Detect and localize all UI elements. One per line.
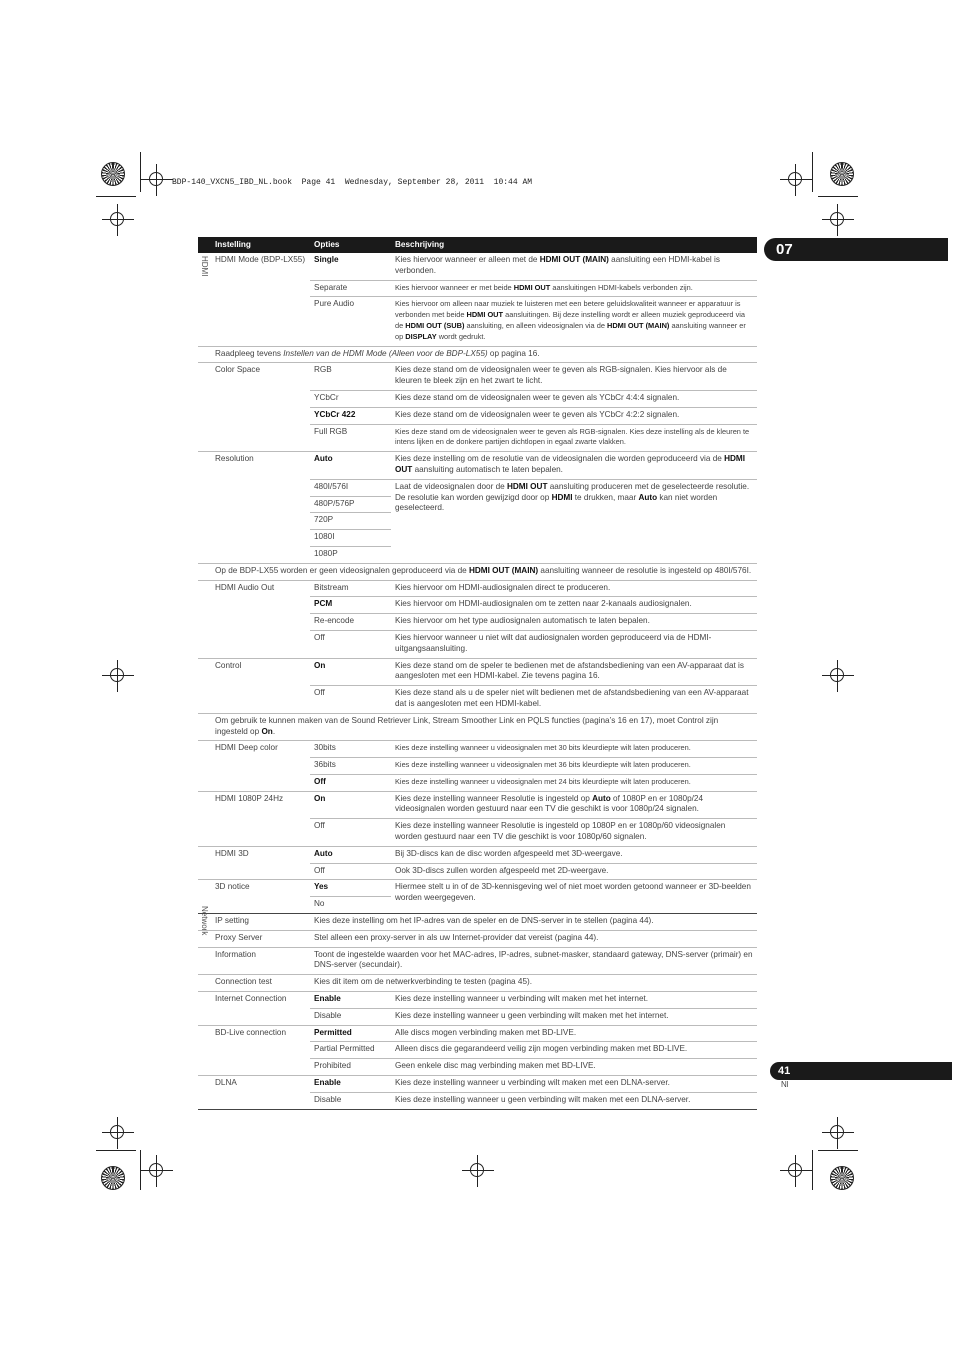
color-rosette-mark — [101, 162, 125, 186]
table-row — [198, 363, 757, 391]
option: YCbCr 422 — [310, 407, 391, 424]
table-header — [198, 237, 757, 253]
table-row — [198, 280, 757, 297]
setting-label: BD-Live connection — [198, 1025, 310, 1042]
registration-mark — [110, 212, 124, 226]
table-row — [198, 630, 757, 658]
table-row — [198, 846, 757, 863]
registration-mark — [470, 1163, 484, 1177]
color-rosette-mark — [830, 162, 854, 186]
description: Kies hiervoor om HDMI-audiosignalen direct te produceren. — [391, 580, 757, 597]
description: Kies deze stand als u de speler niet wilt bedienen met de afstandsbediening van een AV-apparaat dat is aangesloten met een HDMI-kabel. — [391, 686, 757, 714]
registration-mark — [149, 172, 163, 186]
crop-line — [812, 1150, 813, 1190]
option: 480I/576I — [310, 479, 391, 496]
setting-label: HDMI Deep color — [198, 741, 310, 758]
setting-label: HDMI 1080P 24Hz — [198, 791, 310, 819]
description: Kies deze instelling om het IP-adres van de speler en de DNS-server in te stellen (pagina 44). — [310, 914, 757, 931]
description: Kies hiervoor om alleen naar muziek te luisteren met een betere geluidskwaliteit wanneer er apparatuur is verbonden met beide HDMI OUT aansluitingen. Bij deze instelling wordt er alleen muziek geproduceerd via de HDMI OUT (SUB) aansluiting, en alleen videosignalen via de HDMI OUT (MAIN) aansluiting wanneer er op DISPLAY wordt gedrukt. — [391, 297, 757, 346]
section-label-hdmi: HDMI — [200, 256, 209, 277]
registration-mark — [830, 1125, 844, 1139]
registration-mark — [830, 212, 844, 226]
option: 1080P — [310, 546, 391, 563]
header-description: Beschrijving — [391, 237, 757, 253]
table-note — [198, 346, 757, 363]
chapter-tab: 07 — [764, 238, 948, 261]
crop-line — [96, 1150, 136, 1151]
setting-label: DLNA — [198, 1076, 310, 1093]
option: Prohibited — [310, 1059, 391, 1076]
table-row — [198, 992, 757, 1009]
table-row — [198, 614, 757, 631]
description: Kies dit item om de netwerkverbinding te testen (pagina 45). — [310, 975, 757, 992]
crop-line — [812, 152, 813, 192]
settings-table — [198, 237, 757, 1110]
page-number: 41 — [770, 1062, 952, 1080]
print-header: BDP-140_VXCN5_IBD_NL.book Page 41 Wednesday, September 28, 2011 10:44 AM — [172, 178, 533, 187]
table-row — [198, 741, 757, 758]
setting-label: Information — [198, 947, 310, 975]
table-row — [198, 758, 757, 775]
table-row — [198, 390, 757, 407]
option: Auto — [310, 846, 391, 863]
table-row — [198, 424, 757, 452]
description: Alleen discs die gegarandeerd veilig zijn mogen verbinding maken met BD-LIVE. — [391, 1042, 757, 1059]
table-bottom-rule — [198, 1109, 757, 1110]
description: Kies deze instelling wanneer u geen verbinding wilt maken met het internet. — [391, 1008, 757, 1025]
table-row — [198, 1025, 757, 1042]
registration-mark — [149, 1163, 163, 1177]
description: Kies deze stand om de speler te bedienen met de afstandsbediening van een AV-apparaat dat is aangesloten met een HDMI-kabel. Zie tevens pagina 16. — [391, 658, 757, 686]
header-options: Opties — [310, 237, 391, 253]
setting-label: Resolution — [198, 452, 310, 480]
description: Kies hiervoor wanneer er alleen met de HDMI OUT (MAIN) aansluiting een HDMI-kabel is verbonden. — [395, 255, 720, 275]
description: Stel alleen een proxy-server in als uw Internet-provider dat vereist (pagina 44). — [310, 930, 757, 947]
description: Kies deze instelling wanneer u verbinding wilt maken met het internet. — [391, 992, 757, 1009]
setting-label: HDMI Audio Out — [198, 580, 310, 597]
option: 30bits — [310, 741, 391, 758]
description: Kies hiervoor wanneer u niet wilt dat audiosignalen worden geproduceerd via de HDMI-uitgangsaansluiting. — [391, 630, 757, 658]
table-row — [198, 863, 757, 880]
option: Auto — [310, 452, 391, 480]
option: Off — [310, 774, 391, 791]
description: Geen enkele disc mag verbinding maken met BD-LIVE. — [391, 1059, 757, 1076]
description: Kies deze stand om de videosignalen weer te geven als RGB-signalen. Kies hiervoor als de kleuren te bleek zijn en het zwart te licht. — [391, 363, 757, 391]
description: Kies deze stand om de videosignalen weer te geven als RGB-signalen. Kies deze instelling als de kleuren te intens lijken en de donkere partijen dichtlopen in egaal zwarte vlakken. — [391, 424, 757, 452]
note: Raadpleeg tevens Instellen van de HDMI Mode (Alleen voor de BDP-LX55) op pagina 16. — [198, 346, 757, 363]
registration-mark — [788, 1163, 802, 1177]
table-row — [198, 1008, 757, 1025]
option: PCM — [310, 597, 391, 614]
option: Partial Permitted — [310, 1042, 391, 1059]
description: Kies deze stand om de videosignalen weer te geven als YCbCr 4:2:2 signalen. — [391, 407, 757, 424]
option: Single — [314, 255, 339, 264]
table-row — [198, 1092, 757, 1109]
option: Full RGB — [310, 424, 391, 452]
table-row — [198, 452, 757, 480]
setting-label: HDMI Mode (BDP-LX55) — [215, 255, 306, 264]
table-note — [198, 563, 757, 580]
description: Kies deze instelling wanneer u videosignalen met 24 bits kleurdiepte wilt laten produceren. — [391, 774, 757, 791]
option: 480P/576P — [310, 496, 391, 513]
section-label-network: Network — [200, 906, 209, 936]
setting-label: Color Space — [198, 363, 310, 391]
header-setting: Instelling — [198, 237, 310, 253]
setting-label: HDMI 3D — [198, 846, 310, 863]
option: On — [310, 658, 391, 686]
option: RGB — [310, 363, 391, 391]
note: Om gebruik te kunnen maken van de Sound Retriever Link, Stream Smoother Link en PQLS functies (pagina’s 16 en 17), moet Control zijn ingesteld op On. — [198, 713, 757, 741]
setting-label: Proxy Server — [198, 930, 310, 947]
crop-line — [818, 196, 858, 197]
description: Kies deze stand om de videosignalen weer te geven als YCbCr 4:4:4 signalen. — [391, 390, 757, 407]
color-rosette-mark — [101, 1166, 125, 1190]
table-note — [198, 713, 757, 741]
note: Op de BDP-LX55 worden er geen videosignalen geproduceerd via de HDMI OUT (MAIN) aansluiting wanneer de resolutie is ingesteld op 480I/576I. — [198, 563, 757, 580]
setting-label: IP setting — [198, 914, 310, 931]
description: Kies hiervoor om HDMI-audiosignalen om te zetten naar 2-kanaals audiosignalen. — [391, 597, 757, 614]
option: Off — [310, 630, 391, 658]
description: Kies deze instelling wanneer u videosignalen met 30 bits kleurdiepte wilt laten produceren. — [391, 741, 757, 758]
option: Re-encode — [310, 614, 391, 631]
color-rosette-mark — [830, 1166, 854, 1190]
table-row — [198, 253, 757, 280]
description: Laat de videosignalen door de HDMI OUT aansluiting produceren met de geselecteerde resolutie. De resolutie kan worden gewijzigd door op HDMI te drukken, maar Auto kan niet worden geselecteerd. — [391, 479, 757, 563]
option: YCbCr — [310, 390, 391, 407]
description: Kies hiervoor om het type audiosignalen automatisch te laten bepalen. — [391, 614, 757, 631]
option: 1080I — [310, 530, 391, 547]
description: Alle discs mogen verbinding maken met BD-LIVE. — [391, 1025, 757, 1042]
registration-mark — [110, 1125, 124, 1139]
option: Separate — [310, 280, 391, 297]
table-row — [198, 479, 757, 496]
option: 36bits — [310, 758, 391, 775]
description: Kies deze instelling wanneer Resolutie is ingesteld op 1080P en er 1080p/60 videosignalen worden gestuurd naar een TV die geschikt is voor 1080p/60 signalen. — [391, 819, 757, 847]
description: Bij 3D-discs kan de disc worden afgespeeld met 3D-weergave. — [391, 846, 757, 863]
crop-line — [818, 1150, 858, 1151]
description: Kies deze instelling om de resolutie van de videosignalen die worden geproduceerd via de HDMI OUT aansluiting automatisch te laten bepalen. — [391, 452, 757, 480]
crop-line — [96, 196, 136, 197]
option: Bitstream — [310, 580, 391, 597]
table-row — [198, 930, 757, 947]
description: Kies hiervoor wanneer er met beide HDMI OUT aansluitingen HDMI-kabels verbonden zijn. — [391, 280, 757, 297]
setting-label: Internet Connection — [198, 992, 310, 1009]
option: Off — [310, 686, 391, 714]
table-row — [198, 1042, 757, 1059]
option: Disable — [310, 1092, 391, 1109]
registration-mark — [830, 668, 844, 682]
table-row — [198, 791, 757, 819]
description: Kies deze instelling wanneer u geen verbinding wilt maken met een DLNA-server. — [391, 1092, 757, 1109]
setting-label: 3D notice — [198, 880, 310, 897]
description: Kies deze instelling wanneer u videosignalen met 36 bits kleurdiepte wilt laten produceren. — [391, 758, 757, 775]
table-row — [198, 819, 757, 847]
description: Toont de ingestelde waarden voor het MAC-adres, IP-adres, subnet-masker, standaard gateway, DNS-server (primair) en DNS-server (secundair). — [310, 947, 757, 975]
table-row — [198, 1076, 757, 1093]
table-row — [198, 580, 757, 597]
registration-mark — [110, 668, 124, 682]
table-row — [198, 880, 757, 897]
table-row — [198, 975, 757, 992]
registration-mark — [788, 172, 802, 186]
crop-line — [140, 1150, 141, 1190]
table-row — [198, 774, 757, 791]
option: 720P — [310, 513, 391, 530]
table-row — [198, 658, 757, 686]
table-row — [198, 1059, 757, 1076]
description: Ook 3D-discs zullen worden afgespeeld met 2D-weergave. — [391, 863, 757, 880]
description: Hiermee stelt u in of de 3D-kennisgeving wel of niet moet worden getoond wanneer er 3D-beelden worden weergegeven. — [391, 880, 757, 914]
option: Pure Audio — [310, 297, 391, 346]
option: Off — [310, 819, 391, 847]
table-row — [198, 597, 757, 614]
description: Kies deze instelling wanneer Resolutie is ingesteld op Auto of 1080P en er 1080p/24 videosignalen worden gestuurd naar een TV die geschikt is voor 1080p/24 signalen. — [391, 791, 757, 819]
option: Permitted — [310, 1025, 391, 1042]
setting-label: Control — [198, 658, 310, 686]
option: Off — [310, 863, 391, 880]
setting-label: Connection test — [198, 975, 310, 992]
table-row — [198, 297, 757, 346]
option: Yes — [310, 880, 391, 897]
option: Enable — [310, 992, 391, 1009]
option: Enable — [310, 1076, 391, 1093]
option: No — [310, 897, 391, 914]
table-row — [198, 914, 757, 931]
language-code: Nl — [781, 1080, 789, 1089]
table-row — [198, 407, 757, 424]
option: On — [310, 791, 391, 819]
description: Kies deze instelling wanneer u verbinding wilt maken met een DLNA-server. — [391, 1076, 757, 1093]
crop-line — [140, 152, 141, 192]
table-row — [198, 686, 757, 714]
option: Disable — [310, 1008, 391, 1025]
table-row — [198, 947, 757, 975]
